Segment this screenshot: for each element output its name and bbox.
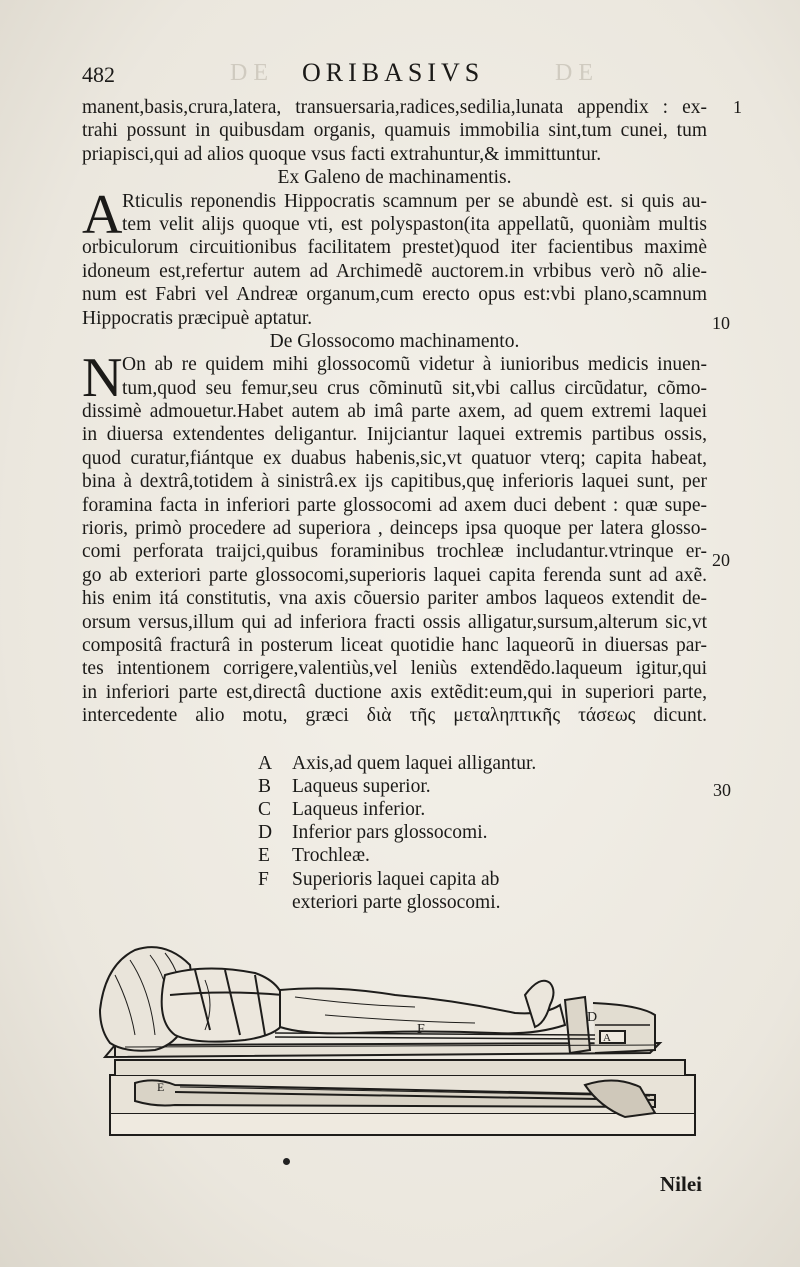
text-line: num est Fabri vel Andreæ organum,cum erecto opus est:vbi plano,scamnum bbox=[82, 284, 707, 306]
legend-text: Laqueus inferior. bbox=[292, 798, 426, 820]
text-line: his enim itá constitutis, vna axis cõuersio pariter ambos laqueos extendit de- bbox=[82, 588, 707, 610]
text-line bbox=[82, 728, 707, 751]
page-number: 482 bbox=[82, 62, 115, 87]
text-line: On ab re quidem mihi glossocomũ videtur à iunioribus medicis inuen- bbox=[122, 354, 707, 376]
line-number: 30 bbox=[713, 780, 731, 800]
drop-cap: A bbox=[82, 183, 123, 246]
text-line: tem velit alijs quoque vti, est polyspaston(ita appellatũ, quoniàm multis bbox=[122, 213, 707, 235]
text-line: dissimè admouetur.Habet autem ab imâ parte axem, ad quem extremi laquei bbox=[82, 401, 707, 423]
text-line: tum,quod seu femur,seu crus cõminutũ sit,vbi callus circũdatur, cõmo- bbox=[122, 377, 707, 399]
text-line: Rticulis reponendis Hippocratis scamnum per se abundè est. si quis au- bbox=[122, 190, 707, 212]
text-line: Hippocratis præcipuè aptatur. bbox=[82, 307, 313, 329]
legend-item bbox=[258, 775, 578, 798]
legend-letter: B bbox=[258, 775, 272, 797]
text-line: tes intentionem corrigere,valentiùs,vel leniùs extendẽdo.laqueum igitur,qui bbox=[82, 658, 707, 680]
section-heading: De Glossocomo machinamento. bbox=[269, 330, 520, 352]
legend-text: Inferior pars glossocomi. bbox=[292, 822, 488, 844]
text-line: quod curatur,fiántque ex duabus habenis,sic,vt quatuor vterq; capita habeat, bbox=[82, 447, 707, 469]
legend-text: Trochleæ. bbox=[292, 845, 370, 867]
text-line: comi perforata traijci,quibus foraminibus trochleæ includantur.vtrinque er- bbox=[82, 541, 707, 563]
text-line: idoneum est,refertur autem ad Archimedẽ auctorem.in vrbibus verò nõ alie- bbox=[82, 260, 707, 282]
legend-text: Superioris laquei capita ab bbox=[292, 868, 500, 890]
figure-label-d: D bbox=[587, 1010, 598, 1025]
legend-letter: A bbox=[258, 752, 273, 774]
text-line: in inferiori parte est,directâ ductione axis extẽdit:eum,qui in superiori parte, bbox=[82, 681, 707, 703]
legend-item bbox=[258, 752, 578, 775]
legend-item bbox=[258, 868, 578, 891]
page-header bbox=[82, 58, 702, 92]
running-title: ORIBASIVS bbox=[302, 58, 485, 87]
catchword: Nilei bbox=[660, 1172, 702, 1196]
legend-item bbox=[258, 822, 578, 845]
text-line: in diuersa extendentes deligantur. Inijciantur laquei extremis partibus ossis, bbox=[82, 424, 707, 446]
show-through-text: DE bbox=[230, 60, 274, 86]
text-line: intercedente alio motu, græci διὰ τῆς μεταληπτικῆς τάσεως dicunt. bbox=[82, 705, 707, 727]
body-text bbox=[82, 96, 707, 774]
figure-label-f: F bbox=[417, 1022, 425, 1037]
line-number: 20 bbox=[712, 550, 730, 570]
show-through-text: DE bbox=[555, 60, 599, 86]
legend-item bbox=[258, 845, 578, 868]
text-line: rioris, primò procedere ad superiora , deinceps ipsa quoque per latera glosso- bbox=[82, 518, 707, 540]
drop-cap: N bbox=[82, 347, 123, 410]
text-line: trahi possunt in quibusdam organis, quamuis immobilia sint,tum cunei, tum bbox=[82, 120, 707, 142]
legend-item bbox=[258, 798, 578, 821]
figure-legend bbox=[258, 752, 578, 914]
legend-letter: C bbox=[258, 798, 272, 820]
legend-letter: E bbox=[258, 845, 270, 867]
paragraph-2 bbox=[82, 347, 707, 410]
figure-label-a: A bbox=[603, 1032, 611, 1044]
line-number: 10 bbox=[712, 313, 730, 333]
section-heading: Ex Galeno de machinamentis. bbox=[277, 167, 512, 189]
text-line: priapisci,qui ad alios quoque vsus facti extrahuntur,& immittuntur. bbox=[82, 143, 602, 165]
text-line: compositâ fracturâ in posterum liceat quotidie hanc laqueorũ in diuersas par- bbox=[82, 634, 707, 656]
line-number: 1 bbox=[733, 97, 742, 117]
legend-text-continued: exteriori parte glossocomi. bbox=[292, 892, 501, 914]
glossocomum-woodcut-illustration bbox=[95, 935, 710, 1160]
paragraph-1 bbox=[82, 183, 707, 246]
figure-label-e: E bbox=[157, 1080, 165, 1094]
text-line: bina à dextrâ,totidem à sinistrâ.ex ijs capitibus,quę inferioris laquei sunt, per bbox=[82, 471, 707, 493]
legend-text: Axis,ad quem laquei alligantur. bbox=[292, 752, 537, 774]
text-line: orbiculorum circuitionibus facilitatem prestet)quod iter facientibus maximè bbox=[82, 237, 707, 259]
text-line: foramina facta in inferiori parte glossocomi ad axem duci debent : quæ supe- bbox=[82, 494, 707, 516]
ornament-dot bbox=[283, 1158, 290, 1165]
legend-letter: F bbox=[258, 868, 269, 890]
text-line: go ab exteriori parte glossocomi,superioris laquei capita ferenda sunt ad axẽ. bbox=[82, 564, 707, 586]
text-line: orsum versus,illum qui ad inferiora fracti ossis alligatur,sursum,alterum sic,vt bbox=[82, 611, 707, 633]
legend-letter: D bbox=[258, 822, 273, 844]
legend-text: Laqueus superior. bbox=[292, 775, 431, 797]
text-line: manent,basis,crura,latera, transuersaria,radices,sedilia,lunata appendix : ex- bbox=[82, 97, 707, 118]
